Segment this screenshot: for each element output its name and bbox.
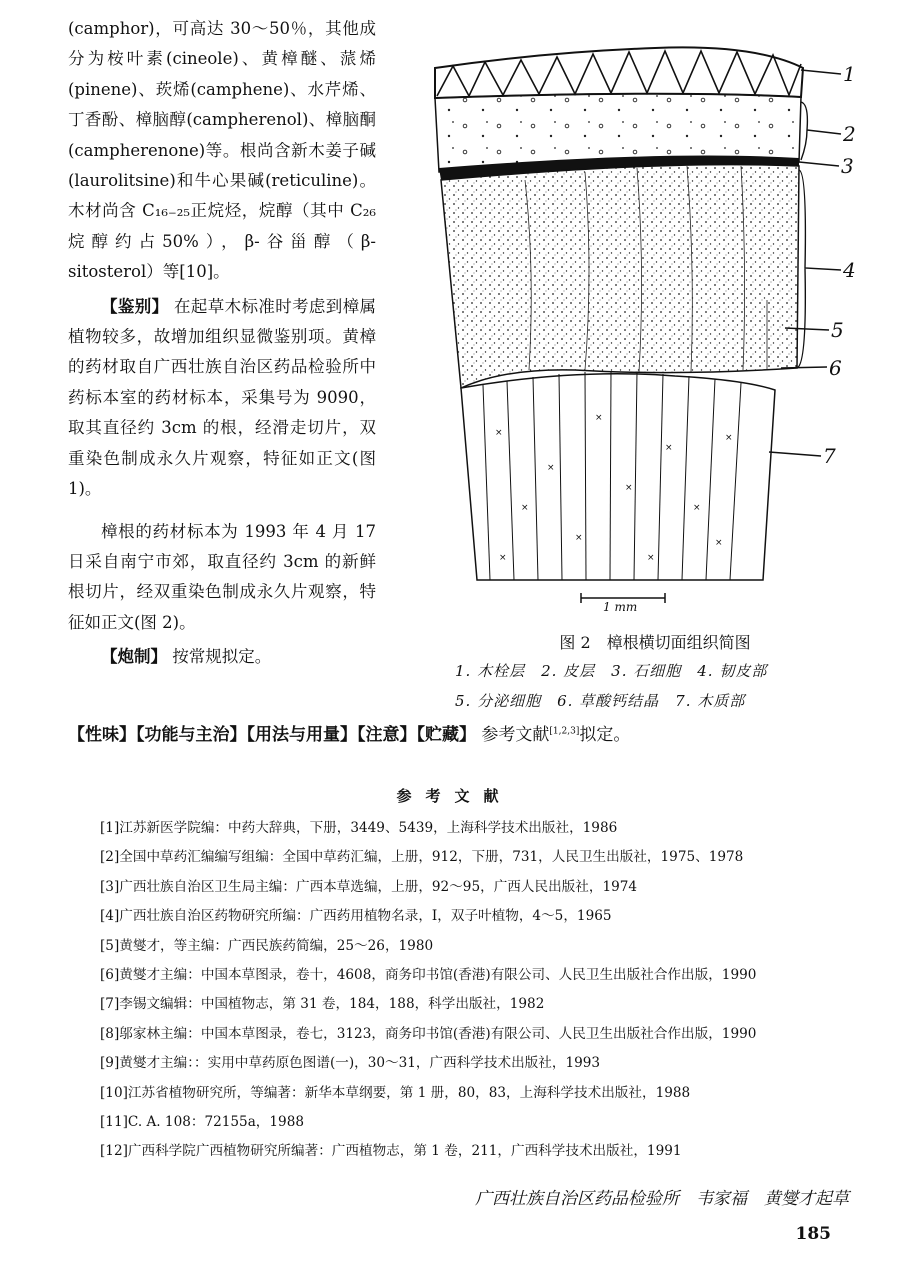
section-heading-identification: 【鉴别】 [101, 296, 169, 316]
scale-bar-label: 1 mm [603, 600, 638, 614]
figure-label-7: 7 [823, 444, 836, 468]
sections-tail-pre: 参考文献 [481, 725, 550, 745]
svg-text:×: × [647, 553, 655, 563]
figure-caption: 图 2 樟根横切面组织简图 [559, 633, 751, 652]
paragraph-composition: (camphor)，可高达 30～50％，其他成分为桉叶素(cineole)、黄樟醚、蒎烯(pinene)、莰烯(camphene)、水芹烯、丁香酚、樟脑醇(campherenol)、樟脑酮(campherenone)等。根尚含新木姜子碱(laurolitsine)和牛心果碱(reticuline)。木材尚含 C₁₆₋₂₅正烷烃，烷醇（其中 C₂₆烷醇约占50%），β-谷甾醇（β-sitosterol）等[10]。 [68, 19, 376, 282]
section-heading-processing: 【炮制】 [101, 647, 167, 667]
figure-label-3: 3 [841, 154, 854, 178]
figure-label-5: 5 [831, 318, 844, 342]
paragraph-specimen: 樟根的药材标本为 1993 年 4 月 17 日采自南宁市郊，取直径约 3cm 的新鲜根切片，经双重染色制成永久片观察，特征如正文(图 2)。 [68, 521, 376, 632]
reference-item: [8]邬家林主编：中国本草图录，卷七，3123，商务印书馆(香港)有限公司、人民卫生出版社合作出版，1990 [100, 1025, 757, 1042]
figure-label-6: 6 [829, 356, 842, 380]
svg-text:×: × [521, 503, 529, 513]
author-signature: 广西壮族自治区药品检验所 韦家福 黄燮才起草 [475, 1189, 849, 1209]
svg-text:×: × [575, 533, 583, 543]
svg-text:×: × [715, 538, 723, 548]
references-title: 参考文献 [396, 787, 513, 805]
svg-text:×: × [595, 413, 603, 423]
identification-body: 在起草木标准时考虑到樟属植物较多，故增加组织显微鉴别项。黄樟的药材取自广西壮族自治区药品检验所中药标本室的药材标本，采集号为 9090，取其直径约 3cm 的根，经滑走切片，双重染色制成永久片观察，特征如正文(图1)。 [68, 296, 376, 499]
figure-label-2: 2 [843, 122, 856, 146]
reference-item: [4]广西壮族自治区药物研究所编：广西药用植物名录，Ⅰ，双子叶植物，4～5，1965 [100, 908, 612, 925]
svg-text:×: × [693, 503, 701, 513]
paragraph-identification [68, 292, 376, 505]
figure-legend-line-2: 5. 分泌细胞 6. 草酸钙结晶 7. 木质部 [455, 692, 746, 710]
svg-text:×: × [625, 483, 633, 493]
reference-item: [11]C. A. 108：72155a，1988 [100, 1113, 304, 1130]
page-number: 185 [795, 1224, 831, 1244]
processing-body: 按常规拟定。 [172, 647, 272, 667]
reference-item: [3]广西壮族自治区卫生局主编：广西本草选编，上册，92～95，广西人民出版社，1974 [100, 878, 638, 895]
sections-tail-post: 拟定。 [579, 725, 631, 745]
reference-item: [7]李锡文编辑：中国植物志，第 31 卷，184，188，科学出版社，1982 [100, 996, 545, 1013]
reference-item: [5]黄燮才，等主编：广西民族药简编，25～26，1980 [100, 937, 434, 954]
section-headings: 【性味】【功能与主治】【用法与用量】【注意】【贮藏】 [68, 725, 476, 745]
root-cross-section-figure [425, 40, 885, 620]
svg-text:×: × [725, 433, 733, 443]
reference-item: [1]江苏新医学院编：中药大辞典，下册，3449、5439，上海科学技术出版社，1986 [100, 820, 618, 836]
svg-text:×: × [495, 428, 503, 438]
svg-text:×: × [499, 553, 507, 563]
paragraph-processing [68, 642, 376, 672]
svg-text:×: × [665, 443, 673, 453]
cross-section-drawing [425, 40, 885, 620]
reference-item: [6]黄燮才主编：中国本草图录，卷十，4608，商务印书馆(香港)有限公司、人民卫生出版社合作出版，1990 [100, 966, 757, 983]
reference-item: [2]全国中草药汇编编写组编：全国中草药汇编，上册，912，下册，731，人民卫生出版社，1975、1978 [100, 849, 744, 866]
reference-item: [12]广西科学院广西植物研究所编著：广西植物志，第 1 卷，211，广西科学技术出版社，1991 [100, 1143, 682, 1160]
reference-item: [9]黄燮才主编：：实用中草药原色图谱(一)，30～31，广西科学技术出版社，1993 [100, 1055, 601, 1072]
references-list [100, 814, 890, 1167]
svg-text:×: × [547, 463, 555, 473]
left-column-text [68, 14, 376, 673]
figure-legend-line-1: 1. 木栓层 2. 皮层 3. 石细胞 4. 韧皮部 [455, 662, 768, 680]
reference-item: [10]江苏省植物研究所，等编著：新华本草纲要，第 1 册，80，83，上海科学技术出版社，1988 [100, 1084, 691, 1101]
sections-line [68, 720, 630, 745]
figure-label-4: 4 [843, 258, 856, 282]
figure-label-1: 1 [843, 62, 856, 86]
sections-tail-citation: [1,2,3] [549, 726, 580, 737]
